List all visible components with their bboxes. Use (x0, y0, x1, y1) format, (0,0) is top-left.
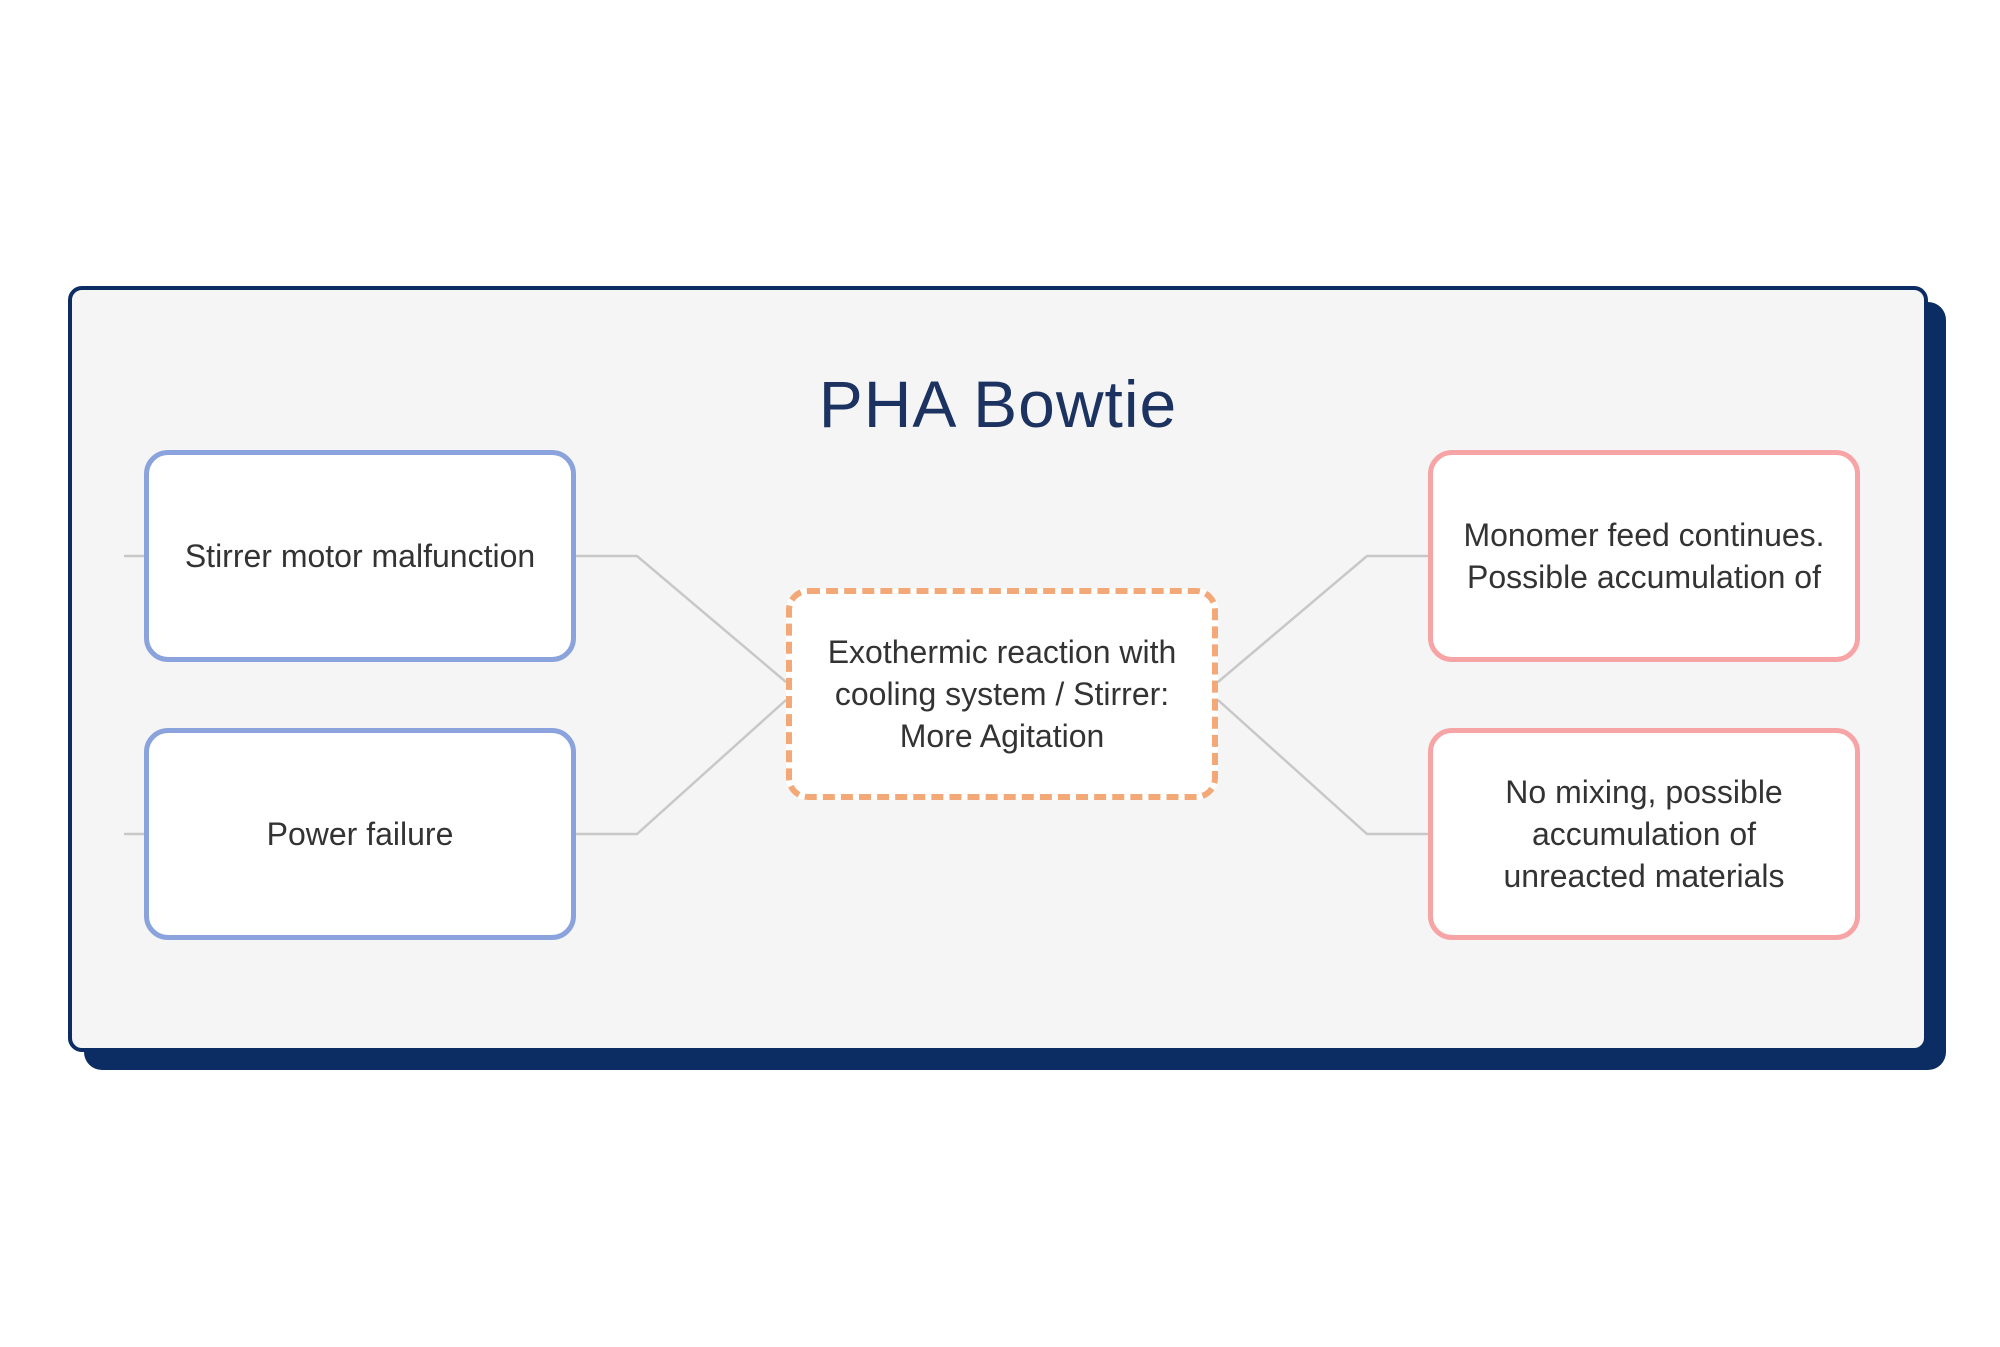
cause-node-stirrer-motor[interactable] (144, 450, 576, 662)
consequence-node-no-mixing[interactable] (1428, 728, 1860, 940)
diagram-title: PHA Bowtie (818, 367, 1178, 441)
top-event-label: Exothermic reaction with cooling system / Stirrer: More Agitation (827, 634, 1177, 754)
bowtie-card (68, 286, 1928, 1052)
consequence-label: Monomer feed continues. Possible accumulation of (1463, 517, 1825, 595)
cause-label: Power failure (266, 816, 454, 852)
top-event-node[interactable] (786, 588, 1218, 800)
cause-label: Stirrer motor malfunction (184, 538, 536, 574)
consequence-node-monomer-feed[interactable] (1428, 450, 1860, 662)
cause-node-power-failure[interactable] (144, 728, 576, 940)
connector-consequence-1 (1218, 556, 1428, 682)
connector-consequence-2 (1218, 700, 1428, 834)
consequence-label: No mixing, possible accumulation of unreacted materials (1503, 774, 1785, 894)
connector-cause-1 (576, 556, 786, 682)
connector-cause-2 (576, 700, 786, 834)
